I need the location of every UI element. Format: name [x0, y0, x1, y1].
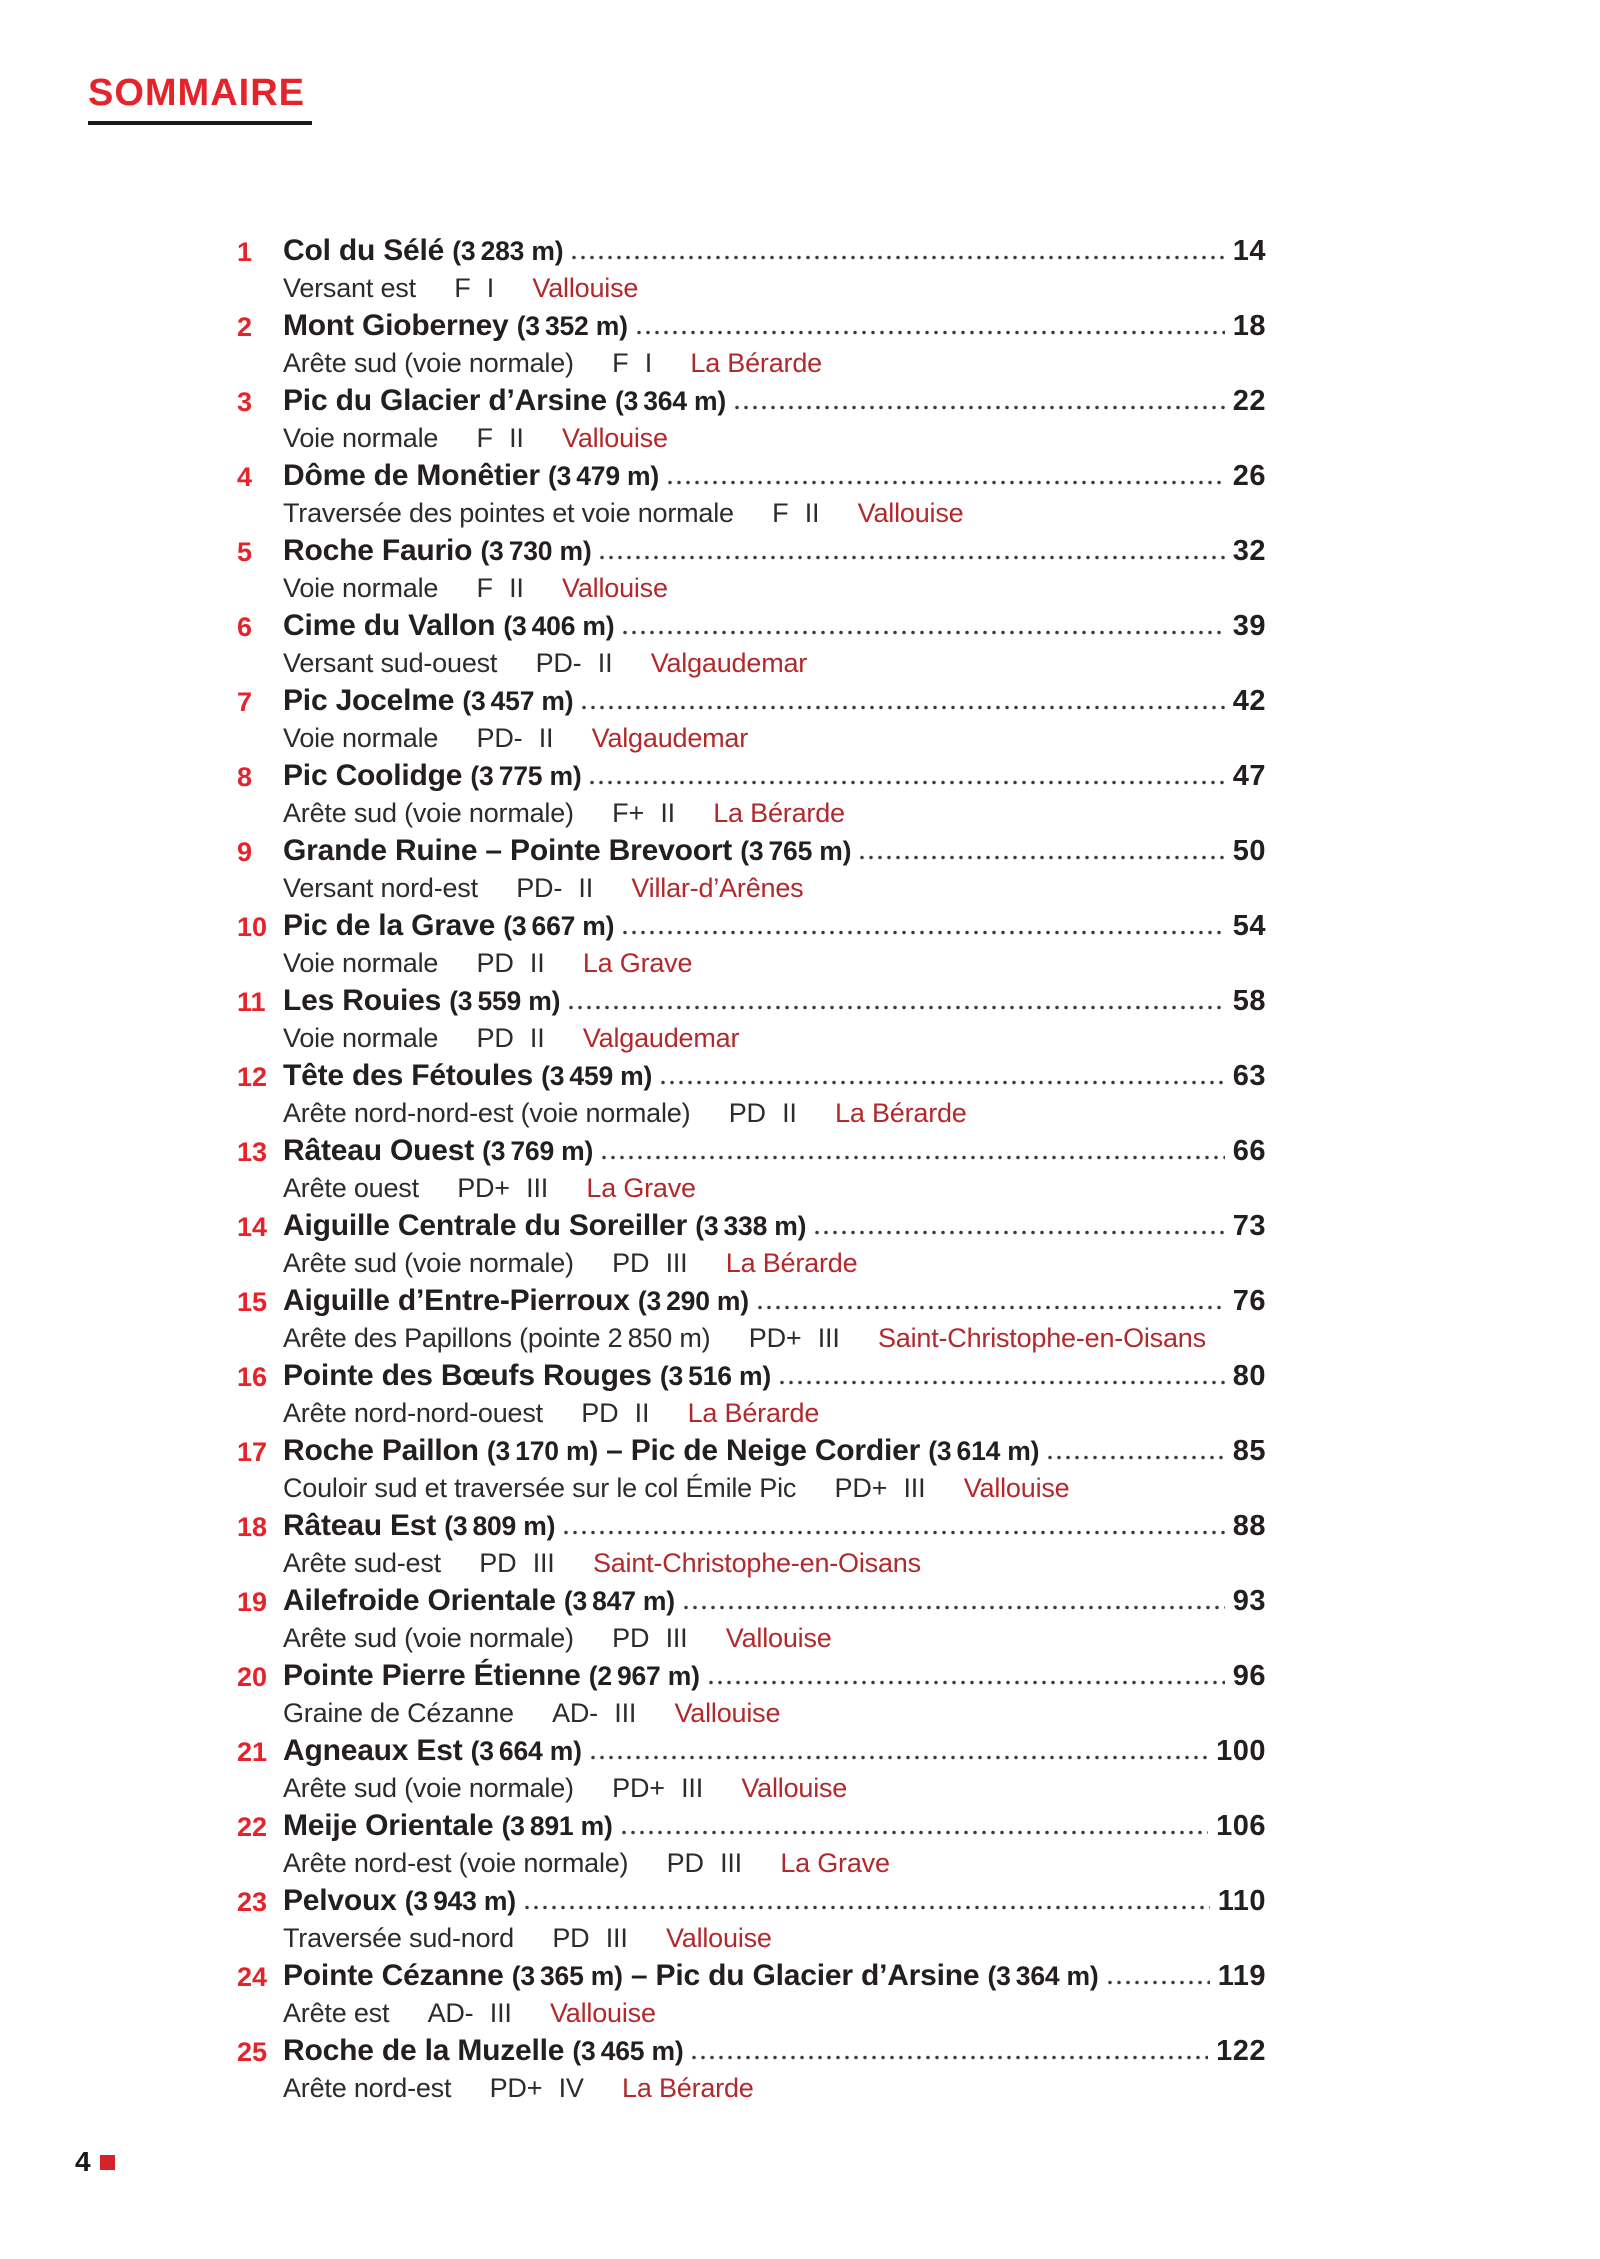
toc-entry [237, 1282, 1266, 1357]
entry-title: Aiguille Centrale du Soreiller (3 338 m) [283, 1209, 807, 1242]
entry-grade: PD II [476, 948, 545, 978]
entry-page-number: 66 [1232, 1135, 1266, 1167]
entry-number: 19 [237, 1587, 268, 1617]
entry-route: Arête nord-nord-est (voie normale) [283, 1098, 691, 1128]
entry-page-number: 39 [1232, 610, 1266, 642]
dotted-leader [637, 328, 1225, 337]
entry-title: Col du Sélé (3 283 m) [283, 234, 564, 267]
entry-title: Roche Paillon (3 170 m) – Pic de Neige Cordier (3 614 m) [283, 1434, 1040, 1467]
dotted-leader [525, 1903, 1210, 1912]
toc-entry [237, 832, 1266, 907]
entry-title: Pelvoux (3 943 m) [283, 1884, 516, 1917]
dotted-leader [591, 1753, 1208, 1762]
entry-title: Aiguille d’Entre-Pierroux (3 290 m) [283, 1284, 749, 1317]
entry-grade: F I [612, 348, 653, 378]
toc-entry [237, 532, 1266, 607]
dotted-leader [661, 1078, 1225, 1087]
entry-page-number: 100 [1216, 1735, 1266, 1767]
entry-number: 20 [237, 1662, 268, 1692]
entry-title: Pointe des Bœufs Rouges (3 516 m) [283, 1359, 771, 1392]
entry-grade: PD III [666, 1848, 742, 1878]
entry-grade: PD III [479, 1548, 555, 1578]
dotted-leader [815, 1228, 1224, 1237]
dotted-leader [709, 1678, 1225, 1687]
entry-grade: PD- II [535, 648, 613, 678]
entry-location: Vallouise [741, 1773, 848, 1803]
red-square-marker [100, 2155, 115, 2170]
entry-grade: PD III [612, 1248, 688, 1278]
entry-grade: PD+ III [834, 1473, 926, 1503]
entry-number: 15 [237, 1287, 268, 1317]
dotted-leader [572, 253, 1224, 262]
dotted-leader [684, 1603, 1225, 1612]
entry-page-number: 96 [1232, 1660, 1266, 1692]
toc-entry [237, 1582, 1266, 1657]
entry-number: 4 [237, 462, 253, 492]
toc-entry [237, 2032, 1266, 2107]
entry-title: Grande Ruine – Pointe Brevoort (3 765 m) [283, 834, 852, 867]
entry-route: Traversée sud-nord [283, 1923, 515, 1953]
entry-page-number: 18 [1232, 310, 1266, 342]
entry-page-number: 58 [1232, 985, 1266, 1017]
entry-location: Vallouise [562, 573, 668, 603]
entry-location: La Bérarde [687, 1398, 820, 1428]
entry-grade: PD II [728, 1098, 797, 1128]
entry-location: Vallouise [674, 1698, 781, 1728]
dotted-leader [668, 478, 1225, 487]
entry-route: Arête sud (voie normale) [283, 1623, 574, 1653]
entry-route: Couloir sud et traversée sur le col Émile Pic [283, 1473, 797, 1503]
entry-route: Voie normale [283, 948, 439, 978]
folio-page-number: 4 [75, 2146, 91, 2177]
dotted-leader [602, 1153, 1225, 1162]
toc-entry [237, 1432, 1266, 1507]
entry-page-number: 22 [1232, 385, 1266, 417]
dotted-leader [623, 928, 1224, 937]
entry-number: 25 [237, 2037, 268, 2067]
entry-title: Mont Gioberney (3 352 m) [283, 309, 628, 342]
entry-number: 8 [237, 762, 253, 792]
entry-page-number: 76 [1232, 1285, 1266, 1317]
title-underline-rule [88, 121, 312, 125]
entry-page-number: 63 [1232, 1060, 1266, 1092]
entry-route: Arête sud (voie normale) [283, 798, 574, 828]
entry-title: Agneaux Est (3 664 m) [283, 1734, 582, 1767]
entry-location: Vallouise [725, 1623, 832, 1653]
entry-page-number: 88 [1232, 1510, 1266, 1542]
entry-number: 14 [237, 1212, 268, 1242]
entry-number: 16 [237, 1362, 268, 1392]
entry-route: Arête des Papillons (pointe 2 850 m) [283, 1323, 711, 1353]
entry-number: 12 [237, 1062, 268, 1092]
dotted-leader [622, 1828, 1209, 1837]
entry-title: Roche de la Muzelle (3 465 m) [283, 2034, 684, 2067]
entry-number: 5 [237, 537, 253, 567]
entry-title: Pic de la Grave (3 667 m) [283, 909, 615, 942]
entry-number: 13 [237, 1137, 268, 1167]
entry-number: 23 [237, 1887, 268, 1917]
toc-entry [237, 1807, 1266, 1882]
dotted-leader [735, 403, 1225, 412]
toc-entry [237, 1732, 1266, 1807]
toc-entry [237, 1507, 1266, 1582]
entry-route: Versant nord-est [283, 873, 478, 903]
entry-location: Saint-Christophe-en-Oisans [592, 1548, 921, 1578]
entry-route: Voie normale [283, 723, 439, 753]
entry-grade: PD+ III [457, 1173, 549, 1203]
entry-page-number: 26 [1232, 460, 1266, 492]
toc-entry [237, 1057, 1266, 1132]
dotted-leader [590, 778, 1224, 787]
entry-location: Saint-Christophe-en-Oisans [877, 1323, 1206, 1353]
entry-location: La Bérarde [835, 1098, 967, 1128]
entry-grade: F I [454, 273, 495, 303]
entry-title: Dôme de Monêtier (3 479 m) [283, 459, 660, 492]
entry-number: 11 [237, 987, 266, 1017]
entry-title: Râteau Ouest (3 769 m) [283, 1134, 594, 1167]
toc-entry [237, 1357, 1266, 1432]
entry-grade: AD- III [552, 1698, 637, 1728]
entry-grade: F II [476, 573, 524, 603]
toc-entry [237, 1207, 1266, 1282]
dotted-leader [692, 2053, 1208, 2062]
entry-location: Villar-d’Arênes [631, 873, 804, 903]
entry-grade: F II [476, 423, 524, 453]
toc-entry [237, 907, 1266, 982]
entry-location: Vallouise [857, 498, 964, 528]
entry-grade: PD+ III [612, 1773, 704, 1803]
entry-number: 7 [237, 687, 253, 717]
entry-grade: PD II [581, 1398, 650, 1428]
entry-title: Râteau Est (3 809 m) [283, 1509, 556, 1542]
entry-route: Versant est [283, 273, 416, 303]
entry-grade: F II [772, 498, 820, 528]
toc-entry [237, 1132, 1266, 1207]
entry-grade: PD- II [516, 873, 594, 903]
toc-entry [237, 1657, 1266, 1732]
entry-grade: F+ II [612, 798, 675, 828]
entry-page-number: 106 [1216, 1810, 1266, 1842]
dotted-leader [582, 703, 1224, 712]
dotted-leader [600, 553, 1224, 562]
entry-page-number: 47 [1232, 760, 1266, 792]
entry-title: Les Rouies (3 559 m) [283, 984, 561, 1017]
entry-route: Voie normale [283, 423, 439, 453]
toc-entry [237, 232, 1266, 307]
entry-grade: PD III [612, 1623, 688, 1653]
toc-list [237, 232, 1266, 2107]
entry-location: La Grave [582, 948, 693, 978]
entry-route: Arête nord-est [283, 2073, 452, 2103]
entry-page-number: 54 [1232, 910, 1266, 942]
entry-page-number: 14 [1232, 235, 1266, 267]
entry-route: Voie normale [283, 1023, 439, 1053]
entry-page-number: 80 [1232, 1360, 1266, 1392]
entry-location: La Bérarde [690, 348, 822, 378]
entry-page-number: 73 [1232, 1210, 1266, 1242]
entry-number: 6 [237, 612, 253, 642]
entry-location: Vallouise [665, 1923, 772, 1953]
entry-route: Graine de Cézanne [283, 1698, 514, 1728]
entry-location: Vallouise [550, 1998, 656, 2028]
toc-entry [237, 1882, 1266, 1957]
entry-location: La Bérarde [622, 2073, 754, 2103]
dotted-leader [860, 853, 1224, 862]
entry-title: Cime du Vallon (3 406 m) [283, 609, 615, 642]
entry-page-number: 122 [1216, 2035, 1266, 2067]
entry-title: Meije Orientale (3 891 m) [283, 1809, 613, 1842]
entry-page-number: 32 [1232, 535, 1266, 567]
entry-grade: PD II [476, 1023, 545, 1053]
entry-title: Pointe Pierre Étienne (2 967 m) [283, 1659, 700, 1692]
entry-location: La Grave [586, 1173, 696, 1203]
dotted-leader [569, 1003, 1225, 1012]
dotted-leader [1108, 1978, 1210, 1987]
entry-route: Arête sud (voie normale) [283, 348, 574, 378]
dotted-leader [564, 1528, 1224, 1537]
toc-entry [237, 457, 1266, 532]
entry-grade: AD- III [427, 1998, 512, 2028]
entry-number: 1 [237, 237, 253, 267]
entry-title: Roche Faurio (3 730 m) [283, 534, 592, 567]
toc-entry [237, 1957, 1266, 2032]
entry-page-number: 119 [1217, 1960, 1266, 1992]
entry-location: La Grave [780, 1848, 890, 1878]
entry-grade: PD+ III [748, 1323, 840, 1353]
entry-location: Vallouise [963, 1473, 1070, 1503]
entry-number: 21 [237, 1737, 268, 1767]
entry-number: 24 [237, 1962, 268, 1992]
toc-entry [237, 382, 1266, 457]
entry-location: Valgaudemar [582, 1023, 740, 1053]
entry-route: Arête ouest [283, 1173, 419, 1203]
entry-title: Ailefroide Orientale (3 847 m) [283, 1584, 675, 1617]
entry-grade: PD III [552, 1923, 628, 1953]
entry-location: Vallouise [562, 423, 668, 453]
entry-route: Arête sud-est [283, 1548, 441, 1578]
entry-number: 10 [237, 912, 268, 942]
toc-entry [237, 982, 1266, 1057]
entry-grade: PD- II [476, 723, 554, 753]
entry-location: Vallouise [532, 273, 639, 303]
entry-route: Arête est [283, 1998, 390, 2028]
entry-title: Tête des Fétoules (3 459 m) [283, 1059, 653, 1092]
entry-route: Arête nord-nord-ouest [283, 1398, 543, 1428]
entry-page-number: 93 [1232, 1585, 1266, 1617]
entry-number: 22 [237, 1812, 268, 1842]
dotted-leader [1048, 1453, 1224, 1462]
entry-title: Pic Jocelme (3 457 m) [283, 684, 574, 717]
entry-title: Pic Coolidge (3 775 m) [283, 759, 582, 792]
entry-page-number: 85 [1232, 1435, 1266, 1467]
entry-location: Valgaudemar [650, 648, 808, 678]
entry-location: Valgaudemar [591, 723, 749, 753]
toc-entry [237, 682, 1266, 757]
entry-route: Arête sud (voie normale) [283, 1248, 574, 1278]
entry-page-number: 42 [1232, 685, 1266, 717]
dotted-leader [623, 628, 1224, 637]
entry-title: Pic du Glacier d’Arsine (3 364 m) [283, 384, 727, 417]
entry-grade: PD+ IV [489, 2073, 584, 2103]
entry-title: Pointe Cézanne (3 365 m) – Pic du Glacier d’Arsine (3 364 m) [283, 1959, 1099, 1992]
entry-route: Traversée des pointes et voie normale [283, 498, 734, 528]
toc-entry [237, 307, 1266, 382]
page-title: SOMMAIRE [88, 72, 305, 114]
entry-number: 18 [237, 1512, 268, 1542]
entry-route: Versant sud-ouest [283, 648, 498, 678]
entry-location: La Bérarde [725, 1248, 858, 1278]
entry-location: La Bérarde [713, 798, 845, 828]
entry-number: 17 [237, 1437, 268, 1467]
dotted-leader [780, 1378, 1225, 1387]
entry-route: Voie normale [283, 573, 439, 603]
toc-entry [237, 607, 1266, 682]
entry-route: Arête sud (voie normale) [283, 1773, 574, 1803]
page-footer [75, 2147, 115, 2177]
entry-page-number: 110 [1217, 1885, 1266, 1917]
entry-number: 3 [237, 387, 253, 417]
dotted-leader [758, 1303, 1225, 1312]
toc-entry [237, 757, 1266, 832]
entry-number: 2 [237, 312, 253, 342]
entry-number: 9 [237, 837, 253, 867]
entry-page-number: 50 [1232, 835, 1266, 867]
entry-route: Arête nord-est (voie normale) [283, 1848, 629, 1878]
